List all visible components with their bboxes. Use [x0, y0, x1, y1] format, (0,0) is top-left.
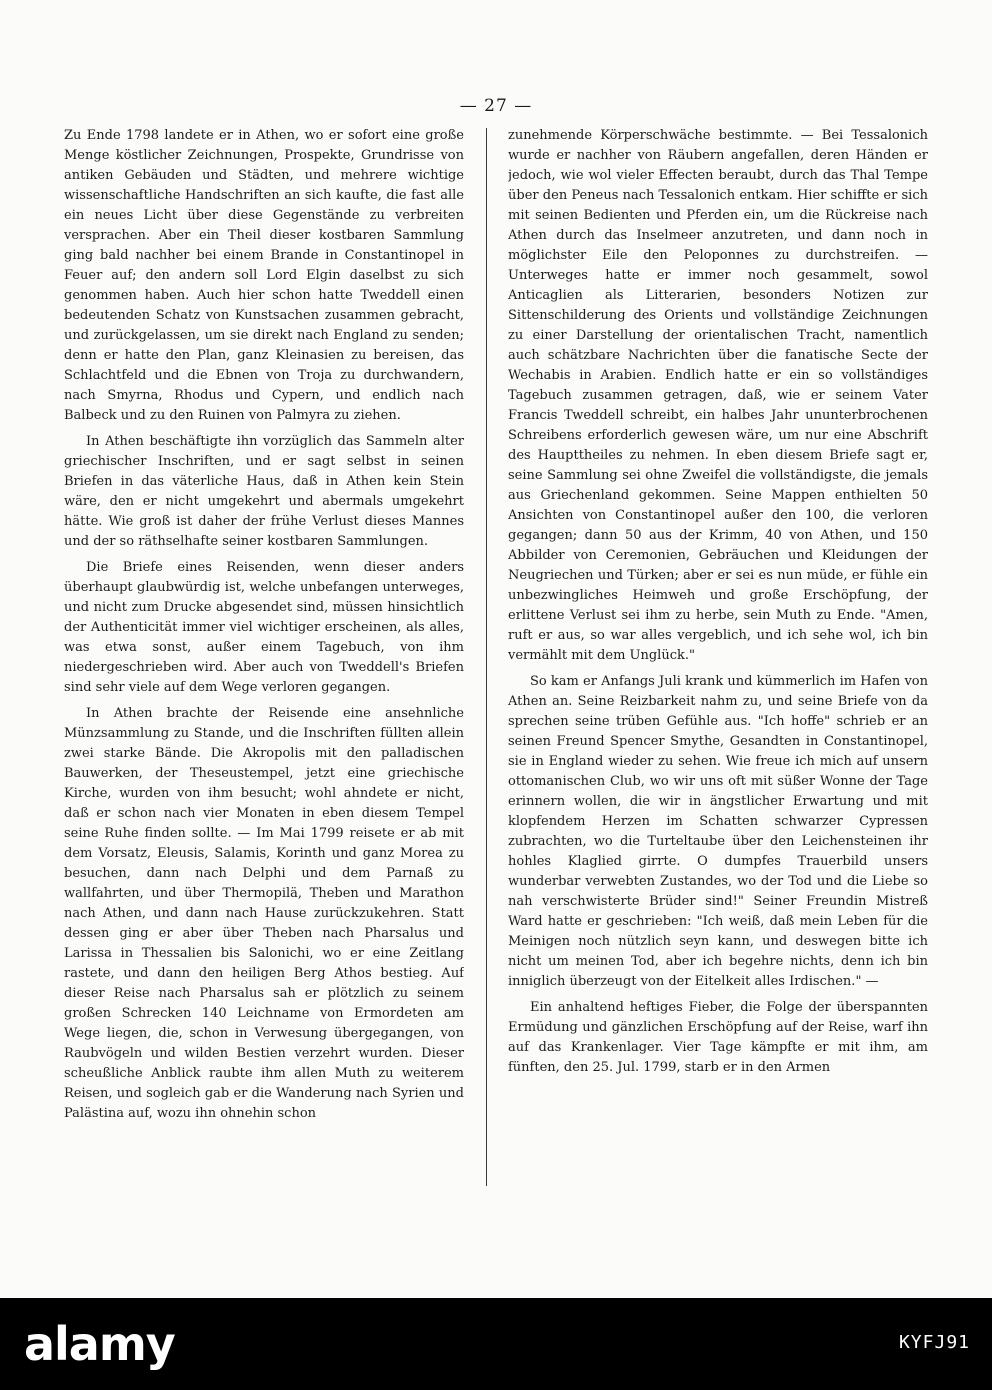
page-number: — 27 — — [459, 96, 533, 116]
paragraph: Zu Ende 1798 landete er in Athen, wo er sofort eine große Menge köstlicher Zeichnungen, Prospekte, Grundrisse von antiken Gebäuden und Städten, und mehrere wichtige wissenschaftliche Handschriften an sich kaufte, die fast alle ein neues Licht über diese Gegenstände zu verbreiten versprachen. Aber ein Theil dieser kostbaren Sammlung ging bald nachher bei einem Brande in Constantinopel in Feuer auf; den andern soll Lord Elgin daselbst zu sich genommen haben. Auch hier schon hatte Tweddell einen bedeutenden Schatz von Kunstsachen zusammen gebracht, und zurückgelassen, um sie direkt nach England zu senden; denn er hatte den Plan, ganz Kleinasien zu bereisen, das Schlachtfeld und die Ebnen von Troja zu durchwandern, nach Smyrna, Rhodus und Cypern, und endlich nach Balbeck und zu den Ruinen von Palmyra zu ziehen. — [64, 128, 464, 423]
brand-logo: alamy — [24, 1317, 175, 1371]
paragraph: So kam er Anfangs Juli krank und kümmerlich im Hafen von Athen an. Seine Reizbarkeit nahm zu, und seine Briefe von da sprechen seine trüben Gefühle aus. "Ich hoffe" schrieb er an seinen Freund Spencer Smythe, Gesandten in Constantinopel, sie in England wieder zu sehen. Wie freue ich mich auf unsern ottomanischen Club, wo wir uns oft mit süßer Wonne der Tage erinnern wollen, die wir in ängstlicher Erwartung und mit klopfendem Herzen im Schatten schwarzer Cypressen zubrachten, wo die Turteltaube über den Leichensteinen ihr hohles Klaglied girrte. O dumpfes Trauerbild unsers wunderbar verwebten Zustandes, wo der Tod und die Liebe so nah verschwisterte Brüder sind!" Seiner Freundin Mistreß Ward hatte er geschrieben: "Ich weiß, daß mein Leben für die Meinigen noch nützlich seyn kann, und deswegen bitte ich nicht um meinen Tod, aber ich begehre nichts, denn ich bin inniglich überzeugt von der Eitelkeit alles Irdischen." — — [508, 674, 928, 989]
paragraph: In Athen brachte der Reisende eine ansehnliche Münzsammlung zu Stande, und die Inschriften füllten allein zwei starke Bände. Die Akropolis mit den palladischen Bauwerken, der Theseustempel, jetzt eine griechische Kirche, wurden von ihm besucht; wohl ahndete er nicht, daß er schon nach vier Monaten in eben diesem Tempel seine Ruhe finden sollte. — Im Mai 1799 reisete er ab mit dem Vorsatz, Eleusis, Salamis, Korinth und ganz Morea zu besuchen, dann nach Delphi und dem Parnaß zu wallfahrten, und über Thermopilä, Theben und Marathon nach Athen, und dann nach Hause zurückzukehren. Statt dessen ging er aber über Theben nach Pharsalus und Larissa in Thessalien bis Salonichi, wo er eine Zeitlang rastete, und dann den heiligen Berg Athos bestieg. Auf dieser Reise nach Pharsalus sah er plötzlich zu seinem großen Schrecken 140 Leichname von Ermordeten am Wege liegen, die, schon in Verwesung übergegangen, von Raubvögeln und wilden Bestien verzehrt wurden. Dieser scheußliche Anblick raubte ihm allen Muth zu weiterem Reisen, und sogleich gab er die Wanderung nach Syrien und Palästina auf, wozu ihn ohnehin schon — [64, 706, 464, 1121]
left-text-column — [64, 126, 464, 1184]
paragraph: zunehmende Körperschwäche bestimmte. — Bei Tessalonich wurde er nachher von Räubern angefallen, deren Händen er jedoch, wie wol vieler Effecten beraubt, durch das Thal Tempe über den Peneus nach Tessalonich entkam. Hier schiffte er sich mit seinen Bedienten und Pferden ein, um die Rückreise nach Athen durch das Inselmeer anzutreten, und dann noch in möglichster Eile den Peloponnes zu durchstreifen. — Unterweges hatte er immer noch gesammelt, sowol Anticaglien als Litterarien, besonders Notizen zur Sittenschilderung des Orients und vollständige Zeichnungen zu einer Darstellung der orientalischen Tracht, namentlich auch schätzbare Nachrichten über die fanatische Secte der Wechabis in Arabien. Endlich hatte er ein so vollständiges Tagebuch zusammen getragen, daß, wie er seinem Vater Francis Tweddell schreibt, ein halbes Jahr ununterbrochenen Schreibens erforderlich gewesen wäre, um nur eine Abschrift des Haupttheiles zu nehmen. In eben diesem Briefe sagt er, seine Sammlung sei ohne Zweifel die vollständigste, die jemals aus Griechenland gekommen. Seine Mappen enthielten 50 Ansichten von Constantinopel außer den 100, die verloren gegangen; dann 50 aus der Krimm, 40 von Athen, und 150 Abbilder von Ceremonien, Gebräuchen und Kleidungen der Neugriechen und Türken; aber er sei es nun müde, er fühle ein unbezwingliches Heimweh und große Erschöpfung, der erlittene Verlust sei ihm zu herbe, sein Muth zu Ende. "Amen, ruft er aus, so war alles vergeblich, und ich sehe wol, ich bin vermählt mit dem Unglück." — [508, 128, 928, 663]
watermark-footer — [0, 1298, 992, 1390]
image-id: KYFJ91 — [898, 1332, 970, 1353]
right-text-column — [508, 126, 928, 1184]
paragraph: Die Briefe eines Reisenden, wenn dieser anders überhaupt glaubwürdig ist, welche unbefangen unterweges, und nicht zum Drucke abgesendet sind, müssen hinsichtlich der Authenticität immer viel wichtiger erscheinen, als alles, was etwa sonst, außer einem Tagebuch, von ihm niedergeschrieben wird. Aber auch von Tweddell's Briefen sind sehr viele auf dem Wege verloren gegangen. — [64, 560, 464, 695]
paragraph: Ein anhaltend heftiges Fieber, die Folge der überspannten Ermüdung und gänzlichen Erschöpfung auf der Reise, warf ihn auf das Krankenlager. Vier Tage kämpfte er mit ihm, am fünften, den 25. Jul. 1799, starb er in den Armen — [508, 1000, 928, 1075]
paragraph: In Athen beschäftigte ihn vorzüglich das Sammeln alter griechischer Inschriften, und er sagt selbst in seinen Briefen in das väterliche Haus, daß in Athen kein Stein wäre, den er nicht umgekehrt und abermals umgekehrt hätte. Wie groß ist daher der frühe Verlust dieses Mannes und der so räthselhafte seiner kostbaren Sammlungen. — [64, 434, 464, 549]
column-divider — [486, 128, 487, 1186]
